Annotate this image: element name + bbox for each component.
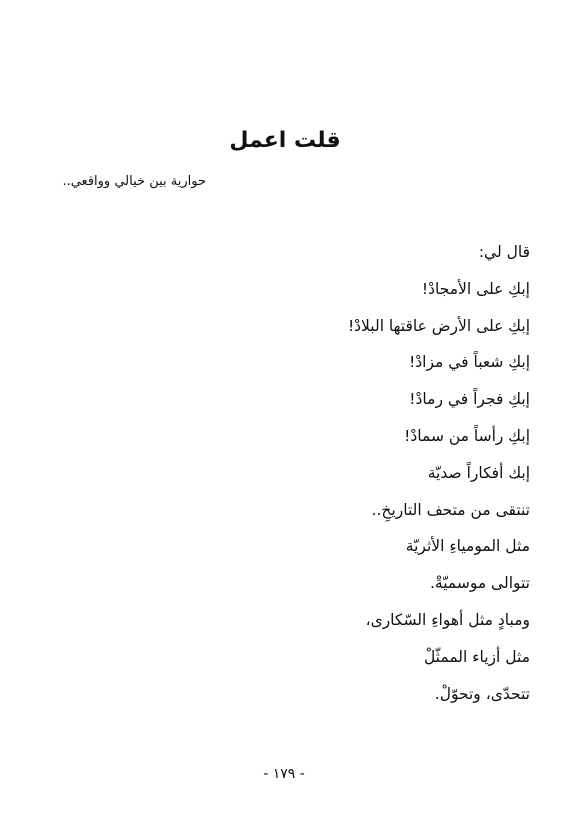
poem-body bbox=[230, 234, 530, 712]
page-number: - ١٧٩ - bbox=[263, 766, 305, 782]
poem-line: مثل أزياء الممثّلْ bbox=[423, 647, 530, 666]
poem-line: تتوالى موسميّةْ. bbox=[429, 574, 530, 593]
poem-line: إبكِ على الأمجادْ! bbox=[421, 279, 530, 298]
poem-line: قال لي: bbox=[478, 243, 530, 261]
poem-line: إبكِ شعباً في مزادْ! bbox=[409, 353, 530, 372]
poem-line: إبكِ فجراً في رمادْ! bbox=[409, 390, 530, 409]
poem-line: تتحدّى، وتحوّلْ. bbox=[434, 684, 530, 703]
poem-line: إبكِ رأساً من سمادْ! bbox=[404, 426, 530, 445]
poem-line: مثل المومياءِ الأثريّة bbox=[405, 537, 530, 556]
page-title: قلت اعمل bbox=[229, 128, 341, 153]
poem-line: تنتقى من متحف التاريخِ.. bbox=[371, 500, 530, 519]
poem-line: إبكِ على الأرض عاقتها البلادْ! bbox=[347, 316, 530, 335]
subtitle: حوارية بين خيالي وواقعي.. bbox=[62, 174, 206, 189]
poem-line: إبك أفكاراً صديّة bbox=[427, 463, 530, 482]
poem-line: ومبادٍ مثل أهواءِ السّكارى، bbox=[365, 610, 530, 629]
